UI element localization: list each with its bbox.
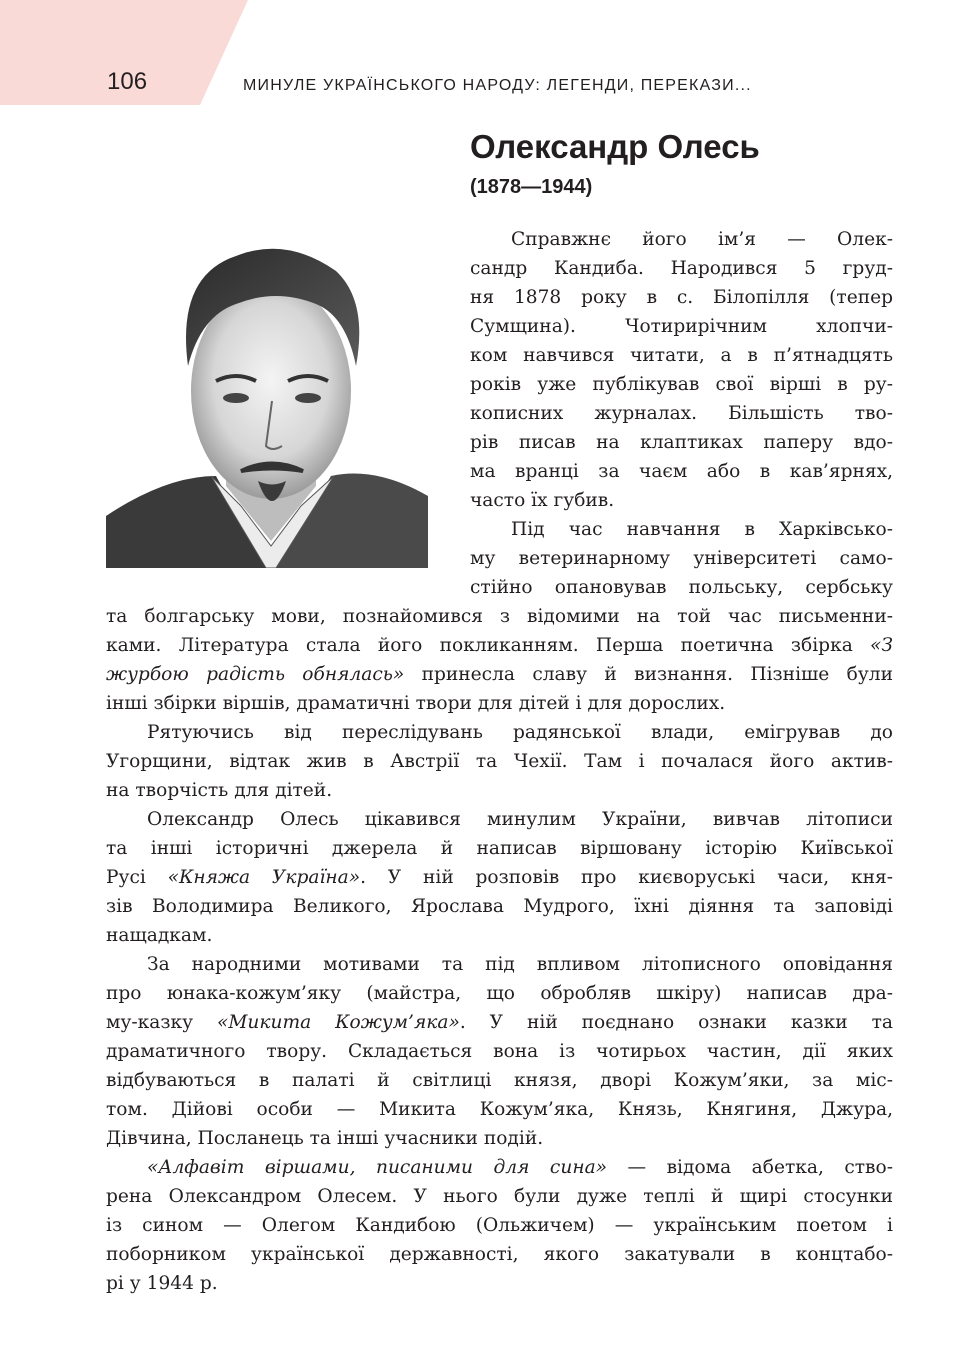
text-line: ком навчився читати, а в п’ятнадцять [470, 345, 893, 366]
text-line: драматичного твору. Складається вона із чотирьох частин, дії яких [106, 1041, 893, 1062]
text-line: рі у 1944 р. [106, 1273, 218, 1294]
author-years: (1878—1944) [470, 176, 593, 198]
text-line [106, 631, 893, 660]
text-line: Дівчина, Посланець та інші учасники подій. [106, 1128, 544, 1149]
text-line: та інші історичні джерела й написав віршовану історію Київської [106, 838, 893, 859]
text-run: — відома абетка, ство- [607, 1157, 893, 1178]
text-line: часто їх губив. [470, 490, 615, 511]
text-run: Русі [106, 867, 168, 888]
text-run: . У ній поєднано ознаки казки та [459, 1012, 893, 1033]
text-line: років уже публікував свої вірші в ру- [470, 374, 893, 395]
text-line: та болгарську мови, познайомився з відомими на той час письменни- [106, 606, 893, 627]
running-title: МИНУЛЕ УКРАЇНСЬКОГО НАРОДУ: ЛЕГЕНДИ, ПЕРЕКАЗИ... [243, 77, 752, 94]
text-run-italic: «Алфавіт віршами, писаними для сина» [147, 1157, 608, 1178]
text-run-italic: «Микита Кожум’яка» [217, 1012, 460, 1033]
text-run-italic: «Княжа Україна» [167, 867, 361, 888]
text-run: му-казку [106, 1012, 218, 1033]
text-line: Рятуючись від переслідувань радянської влади, емігрував до [147, 722, 893, 743]
text-run: . У ній розповів про києворуські часи, кня- [360, 867, 893, 888]
text-line: Сумщина). Чотирирічним хлопчи- [470, 316, 893, 337]
text-line [106, 660, 893, 689]
text-line: про юнака-кожум’яку (майстра, що обробляв шкіру) написав дра- [106, 983, 893, 1004]
biography-text [106, 225, 893, 1298]
text-line [106, 863, 893, 892]
text-line: із сином — Олегом Кандибою (Ольжичем) — українським поетом і [106, 1215, 893, 1236]
text-line: рів писав на клаптиках паперу вдо- [470, 432, 893, 453]
text-line: ня 1878 року в с. Білопілля (тепер [470, 287, 893, 308]
text-line: рена Олександром Олесем. У нього були дуже теплі й щирі стосунки [106, 1186, 893, 1207]
text-line: інші збірки віршів, драматичні твори для дітей і для дорослих. [106, 693, 726, 714]
text-line: Угорщини, відтак жив в Австрії та Чехії. Там і почалася його актив- [106, 751, 893, 772]
author-name: Олександр Олесь [470, 128, 760, 165]
text-line: поборником української державності, якого закатували в концтабо- [106, 1244, 893, 1265]
text-run-italic: «З [870, 635, 893, 656]
text-line: на творчість для дітей. [106, 780, 333, 801]
text-line: зів Володимира Великого, Ярослава Мудрого, їхні діяння та заповіді [106, 896, 893, 917]
text-line: За народними мотивами та під впливом літописного оповідання [147, 954, 893, 975]
text-line: сандр Кандиба. Народився 5 груд- [470, 258, 893, 279]
page-number: 106 [107, 68, 148, 95]
text-run: ками. Література стала його покликанням. Перша поетична збірка [106, 635, 871, 656]
text-line: стійно опановував польську, сербську [470, 577, 893, 598]
text-line [106, 1008, 893, 1037]
text-line: Олександр Олесь цікавився минулим України, вивчав літописи [147, 809, 893, 830]
text-line: кописних журналах. Більшість тво- [470, 403, 893, 424]
text-line: том. Дійові особи — Микита Кожум’яка, Князь, Княгиня, Джура, [106, 1099, 893, 1120]
text-line: ма вранці за чаєм або в кав’ярнях, [470, 461, 893, 482]
text-line: нащадкам. [106, 925, 213, 946]
text-run-italic: журбою радість обнялась» [106, 664, 405, 685]
text-run: принесла славу й визнання. Пізніше були [404, 664, 893, 685]
text-line: Справжнє його ім’я — Олек- [511, 229, 893, 250]
text-line: Під час навчання в Харківсько- [511, 519, 893, 540]
text-line: му ветеринарному університеті само- [470, 548, 893, 569]
text-line [106, 1153, 893, 1182]
text-line: відбуваються в палаті й світлиці князя, дворі Кожум’яки, за міс- [106, 1070, 893, 1091]
